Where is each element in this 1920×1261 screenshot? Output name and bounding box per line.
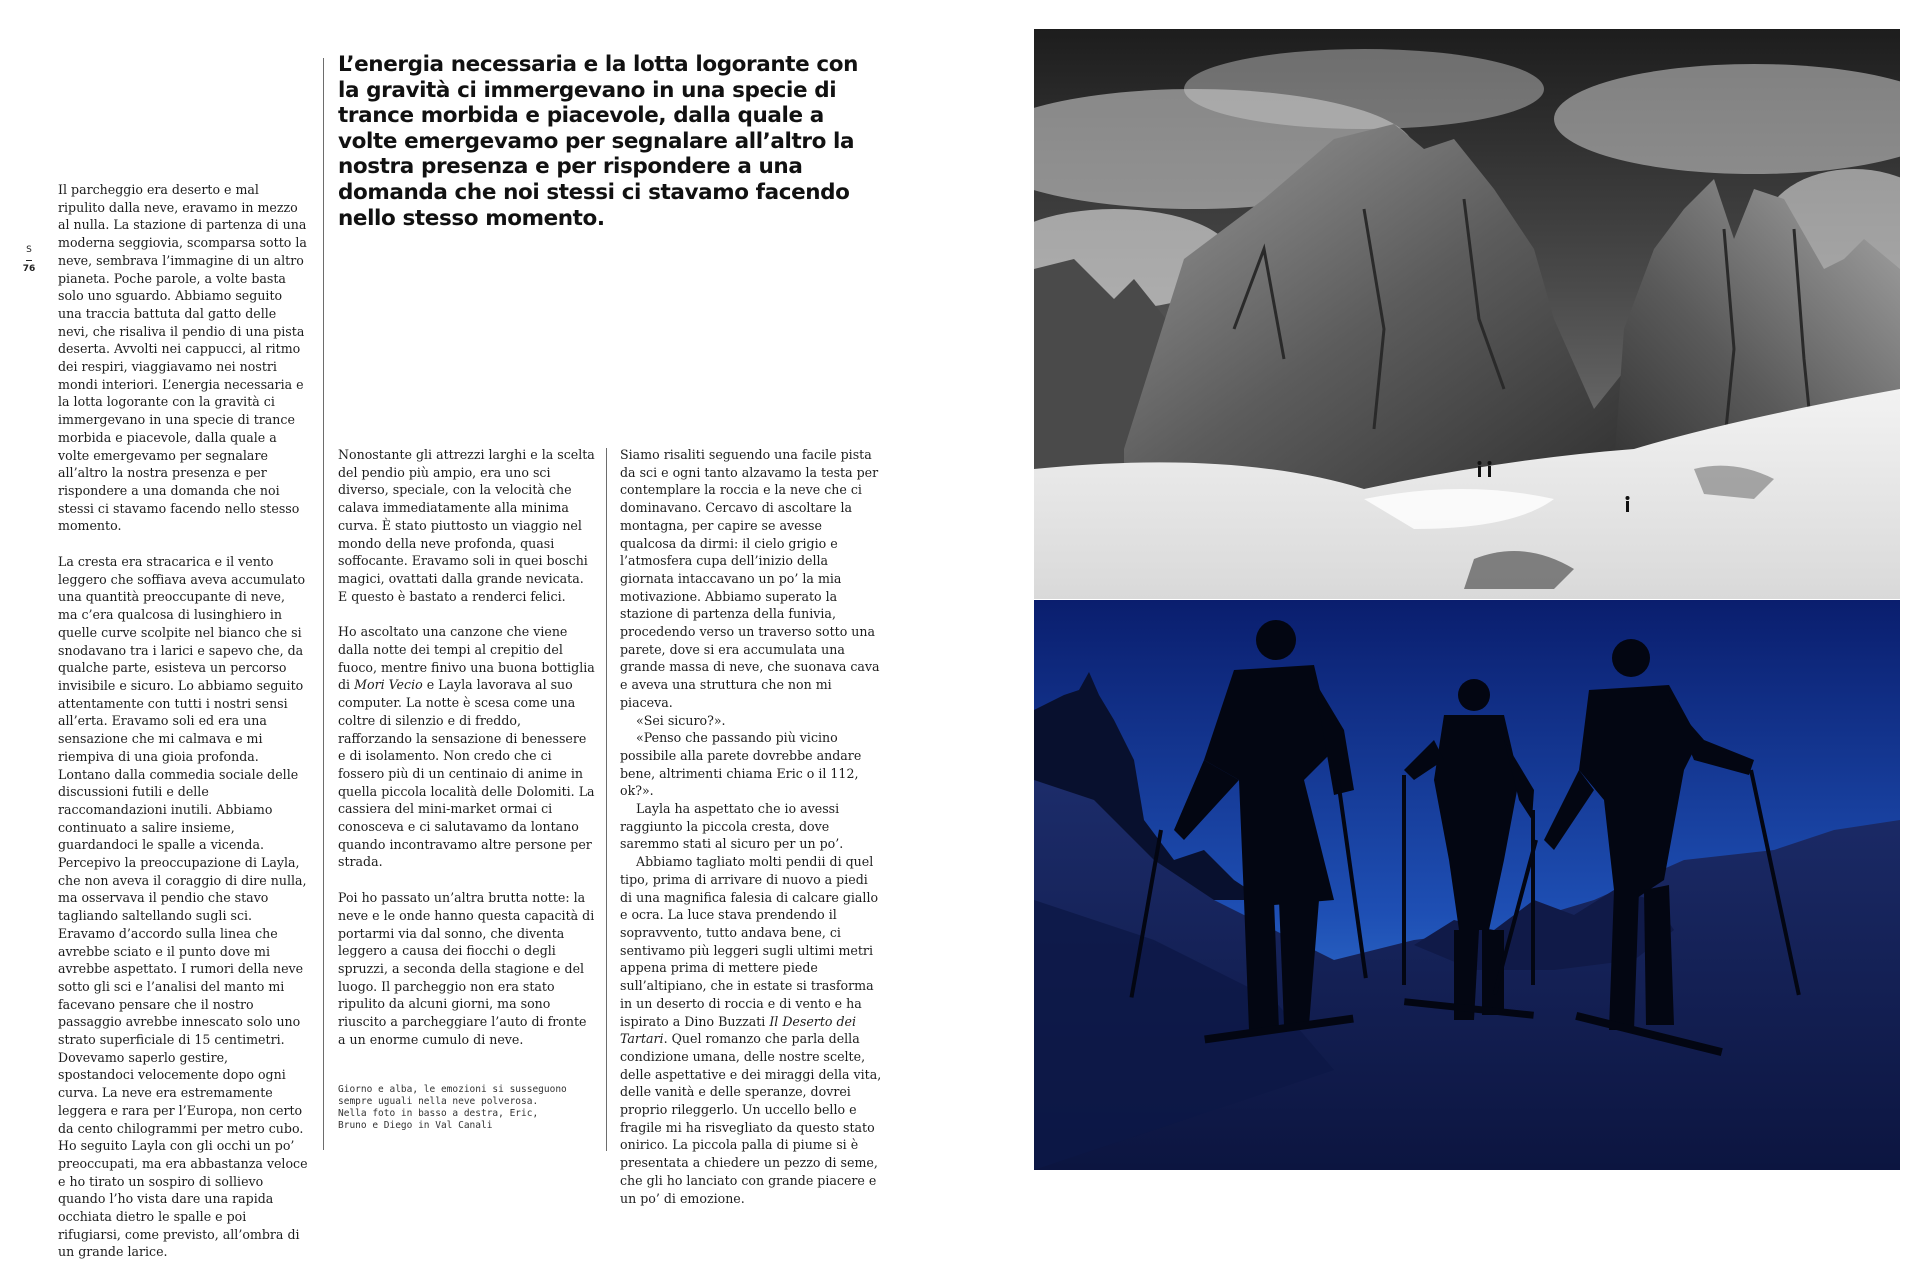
wine-name: Mori Vecio	[354, 677, 423, 693]
paragraph: Layla ha aspettato che io avessi raggiunto la piccola cresta, dove saremmo stati al sicuro per un po’.	[620, 801, 844, 852]
paragraph	[338, 623, 595, 871]
folio-dash	[26, 260, 32, 261]
page-number: 76	[22, 264, 36, 274]
paragraph: Siamo risaliti seguendo una facile pista da sci e ogni tanto alzavamo la testa per contemplare la roccia e la neve che ci dominavano. Cercavo di ascoltare la montagna, per capire se avesse qualcosa da dirmi: il cielo grigio e l’atmosfera cupa dell’inizio della giornata intaccavano un po’ la mia motivazione. Abbiamo superato la stazione di partenza della funivia, procedendo verso un traverso sotto una parete, dove si era accumulata una grande massa di neve, che suonava cava e aveva una struttura che non mi piaceva.	[620, 447, 880, 710]
paragraph-text: e Layla lavorava al suo computer. La notte è scesa come una coltre di silenzio e di freddo, rafforzando la sensazione di benessere e di isolamento. Non credo che ci fossero più di un centinaio di anime in quella piccola località delle Dolomiti. La cassiera del mini-market ormai ci conosceva e ci salutavamo da lontano quando incontravamo altre persone per strada.	[338, 677, 595, 870]
skiers-night-photo	[1034, 600, 1900, 1170]
paragraph	[620, 853, 882, 1207]
dialogue-line: «Sei sicuro?».	[636, 712, 726, 728]
photo-caption: Giorno e alba, le emozioni si susseguono sempre uguali nella neve polverosa. Nella foto in basso a destra, Eric, Bruno e Diego in Val Canali	[338, 1084, 567, 1131]
text-column-2	[338, 446, 595, 1049]
paragraph: La cresta era stracarica e il vento leggero che soffiava aveva accumulato una quantità preoccupante di neve, ma c’era qualcosa di lusinghiero in quelle curve scolpite nel bianco che si snodavano tra i larici e sapevo che, da qualche parte, esisteva un percorso invisibile e sicuro. Lo abbiamo seguito attentamente con tutti i nostri sensi all’erta. Eravamo soli ed era una sensazione che mi calmava e mi riempiva di una gioia profonda. Lontano dalla commedia sociale delle discussioni futili e delle raccomandazioni inutili. Abbiamo continuato a salire insieme, guardandoci le spalle a vicenda. Percepivo la preoccupazione di Layla, che non aveva il coraggio di dire nulla, ma osservava il pendio che stavo tagliando saltellando sugli sci. Eravamo d’accordo sulla linea che avrebbe sciato e il punto dove mi avrebbe aspettato. I rumori della neve sotto gli sci e l’analisi del manto mi facevano pensare che il nostro passaggio avrebbe innescato solo uno strato superficiale di 15 centimetri. Dovevamo saperlo gestire, spostandoci velocemente dopo ogni curva. La neve era estremamente leggera e rara per l’Europa, non certo da cento chilogrammi per metro cubo. Ho seguito Layla con gli occhi un po’ preoccupati, ma era abbastanza veloce e ho tirato un sospiro di sollievo quando l’ho vista dare una rapida occhiata dietro le spalle e poi rifugiarsi, come previsto, all’ombra di un grande larice.	[58, 554, 308, 1260]
paragraph-text: . Quel romanzo che parla della condizione umana, delle nostre scelte, delle aspettative e dei miraggi della vita, delle vanità e delle speranze, dovrei proprio rileggerlo. Un uccello bello e fragile mi ha risvegliato da questo stato onirico. La piccola palla di piume si è presentata a chiedere un pezzo di seme, che gli ho lanciato con grande piacere e un po’ di emozione.	[620, 1031, 882, 1206]
mountain-illustration	[1034, 29, 1900, 599]
paragraph: Poi ho passato un’altra brutta notte: la neve e le onde hanno questa capacità di portarmi via dal sonno, che diventa leggero a causa dei fiocchi o degli spruzzi, a seconda della stagione e del luogo. Il parcheggio non era stato ripulito da alcuni giorni, ma sono riuscito a parcheggiare l’auto di fronte a un enorme cumulo di neve.	[338, 890, 595, 1047]
skiers-illustration	[1034, 600, 1900, 1170]
pull-quote: L’energia necessaria e la lotta logorante con la gravità ci immergevano in una specie di trance morbida e piacevole, dalla quale a volte emergevamo per segnalare all’altro la nostra presenza e per rispondere a una domanda che noi stessi ci stavamo facendo nello stesso momento.	[338, 52, 859, 231]
paragraph-text: Ho ascoltato una canzone che viene dalla notte dei tempi al crepitio del fuoco, mentre finivo una buona bottiglia di	[338, 624, 595, 693]
paragraph: Il parcheggio era deserto e mal ripulito dalla neve, eravamo in mezzo al nulla. La stazione di partenza di una moderna seggiovia, scomparsa sotto la neve, sembrava l’immagine di un altro pianeta. Poche parole, a volte basta solo uno sguardo. Abbiamo seguito una traccia battuta dal gatto delle nevi, che risaliva il pendio di una pista deserta. Avvolti nei cappucci, al ritmo dei respiri, viaggiavamo nei nostri mondi interiori. L’energia necessaria e la lotta logorante con la gravità ci immergevano in una specie di trance morbida e piacevole, dalla quale a volte emergevamo per segnalare all’altro la nostra presenza e per rispondere a una domanda che noi stessi ci stavamo facendo nello stesso momento.	[58, 182, 307, 534]
text-column-1	[58, 181, 308, 1261]
book-title: Il Deserto dei Tartari	[620, 1013, 857, 1047]
paragraph: Nonostante gli attrezzi larghi e la scelta del pendio più ampio, era uno sci diverso, speciale, con la velocità che calava immediatamente alla minima curva. È stato piuttosto un viaggio nel mondo della neve profonda, quasi soffocante. Eravamo soli in quei boschi magici, ovattati dalla grande nevicata. E questo è bastato a renderci felici.	[338, 447, 595, 604]
section-mark: S	[26, 245, 32, 255]
dialogue-line: «Penso che passando più vicino possibile alla parete dovrebbe andare bene, altrimenti chiama Eric o il 112, ok?».	[620, 730, 862, 799]
paragraph-text: Abbiamo tagliato molti pendii di quel tipo, prima di arrivare di nuovo a piedi di una magnifica falesia di calcare giallo e ocra. La luce stava prendendo il sopravvento, tutto andava bene, ci sentivamo più leggeri sugli ultimi metri appena prima di mettere piede sull’altipiano, che in estate si trasforma in un deserto di roccia e di vento e ha ispirato a Dino Buzzati	[620, 854, 879, 1029]
column-rule-left	[323, 58, 324, 1150]
mountain-photo	[1034, 29, 1900, 599]
page-folio	[22, 246, 36, 274]
column-rule-middle	[606, 448, 607, 1151]
text-column-3	[620, 446, 882, 1207]
